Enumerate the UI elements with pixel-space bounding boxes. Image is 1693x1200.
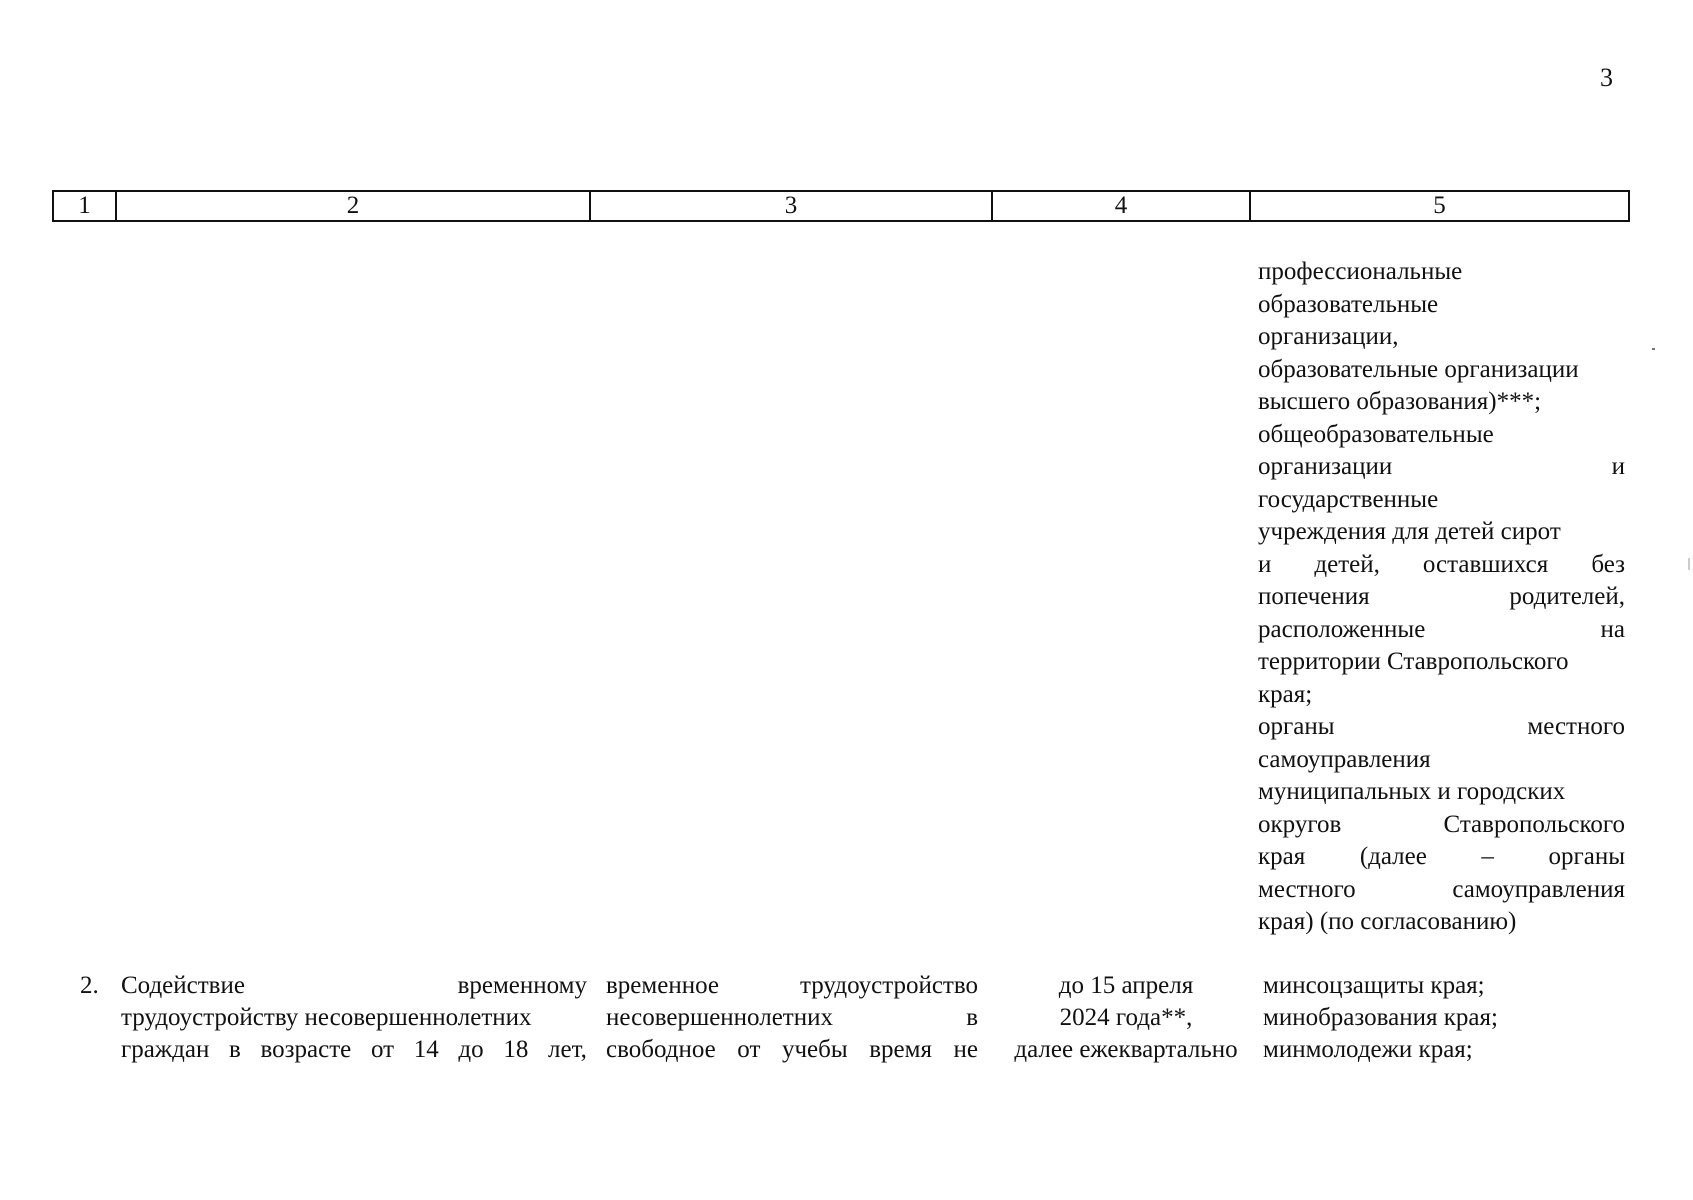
row-2-number: 2. xyxy=(80,972,99,999)
column-5-line-word: (далее xyxy=(1359,843,1427,870)
result-line-word: в xyxy=(966,1004,978,1031)
column-5-line xyxy=(1258,549,1625,582)
activity-line-word: граждан xyxy=(121,1036,210,1063)
activity-line-word: 14 xyxy=(413,1036,439,1063)
column-5-line: образовательные xyxy=(1258,290,1439,318)
column-5-line-word: родителей, xyxy=(1509,583,1625,610)
activity-line-word: в xyxy=(229,1036,241,1063)
scan-speck xyxy=(1652,348,1655,350)
result-line-word: трудоустройство xyxy=(800,972,978,999)
column-number-header xyxy=(52,190,1630,222)
column-5-line: государственные xyxy=(1258,485,1439,513)
row-2-result-cell xyxy=(606,970,978,1066)
column-5-line: учреждения для детей сирот xyxy=(1258,518,1561,545)
column-5-line xyxy=(1258,451,1625,484)
responsible-line: минсоцзащиты края; xyxy=(1263,972,1485,999)
activity-line-word: возрасте xyxy=(260,1036,352,1063)
column-5-line xyxy=(1258,711,1625,744)
column-5-line-word: округов xyxy=(1258,810,1342,838)
activity-line-word: временному xyxy=(457,972,587,999)
result-line-word: не xyxy=(953,1036,978,1063)
activity-line xyxy=(121,970,587,1002)
result-line-word: несовершеннолетних xyxy=(606,1004,833,1031)
header-cell-1: 1 xyxy=(54,192,117,220)
column-5-line-word: органы xyxy=(1258,713,1335,740)
responsible-line: минобразования края; xyxy=(1263,1004,1498,1031)
column-5-line: высшего образования)***; xyxy=(1258,388,1542,415)
deadline-line: далее ежеквартально xyxy=(1014,1036,1238,1063)
scan-edge-mark xyxy=(1688,558,1690,570)
column-5-line-word: расположенные xyxy=(1258,615,1426,643)
column-5-line xyxy=(1258,581,1625,614)
column-5-line xyxy=(1258,614,1625,647)
column-5-line: края) (по согласованию) xyxy=(1258,908,1517,935)
activity-line: трудоустройству несовершеннолетних xyxy=(121,1004,532,1031)
column-5-line-word: местного xyxy=(1258,875,1356,903)
column-5-line: профессиональные xyxy=(1258,258,1463,285)
column-5-line-word: и xyxy=(1258,550,1272,578)
column-5-continuation-text xyxy=(1258,256,1625,939)
result-line-word: временное xyxy=(606,972,719,999)
responsible-line: минмолодежи края; xyxy=(1263,1036,1473,1063)
result-line-word: от xyxy=(737,1036,761,1063)
activity-line-word: лет, xyxy=(548,1036,587,1063)
column-5-line-word: самоуправления xyxy=(1452,875,1625,903)
header-cell-4: 4 xyxy=(993,192,1251,220)
activity-line-word: Содействие xyxy=(121,972,245,999)
column-5-line: образовательные организации xyxy=(1258,355,1579,383)
column-5-line: муниципальных и городских xyxy=(1258,778,1566,805)
result-line xyxy=(606,1034,978,1066)
column-5-line xyxy=(1258,874,1625,907)
deadline-line: до 15 апреля xyxy=(1058,972,1194,999)
result-line-word: время xyxy=(869,1036,932,1063)
activity-line-word: 18 xyxy=(503,1036,529,1063)
column-5-line-word: детей, xyxy=(1314,550,1380,578)
page-number: 3 xyxy=(1600,63,1613,92)
activity-line xyxy=(121,1034,587,1066)
column-5-line: организации, xyxy=(1258,323,1399,350)
column-5-line: края; xyxy=(1258,680,1313,708)
result-line xyxy=(606,970,978,1002)
column-5-line-word: и xyxy=(1611,453,1625,480)
column-5-line xyxy=(1258,809,1625,842)
column-5-line-word: организации xyxy=(1258,453,1393,480)
activity-line-word: до xyxy=(458,1036,484,1063)
column-5-line-word: местного xyxy=(1527,713,1625,740)
result-line-word: учебы xyxy=(781,1036,848,1063)
activity-line-word: от xyxy=(370,1036,395,1063)
column-5-line-word: без xyxy=(1591,550,1625,578)
column-5-line xyxy=(1258,841,1625,874)
header-cell-5: 5 xyxy=(1433,192,1446,219)
column-5-line-word: попечения xyxy=(1258,583,1370,610)
column-5-line: территории Ставропольского xyxy=(1258,648,1569,675)
deadline-line: 2024 года**, xyxy=(1059,1004,1193,1031)
column-5-line-word: края xyxy=(1258,843,1306,870)
result-line xyxy=(606,1002,978,1034)
column-5-line-word: оставшихся xyxy=(1422,550,1549,578)
header-cell-3: 3 xyxy=(591,192,993,220)
column-5-line-word: Ставропольского xyxy=(1443,810,1625,838)
row-2-activity-cell xyxy=(121,970,587,1066)
column-5-line-word: на xyxy=(1600,615,1625,643)
row-2-deadline-cell xyxy=(996,970,1256,1066)
column-5-line-word: органы xyxy=(1548,843,1625,870)
result-line-word: свободное xyxy=(606,1036,716,1063)
column-5-line: общеобразовательные xyxy=(1258,420,1494,448)
column-5-line-word: – xyxy=(1481,843,1494,870)
row-2-responsible-cell xyxy=(1263,970,1625,1066)
column-5-line: самоуправления xyxy=(1258,745,1431,773)
header-cell-2: 2 xyxy=(117,192,591,220)
